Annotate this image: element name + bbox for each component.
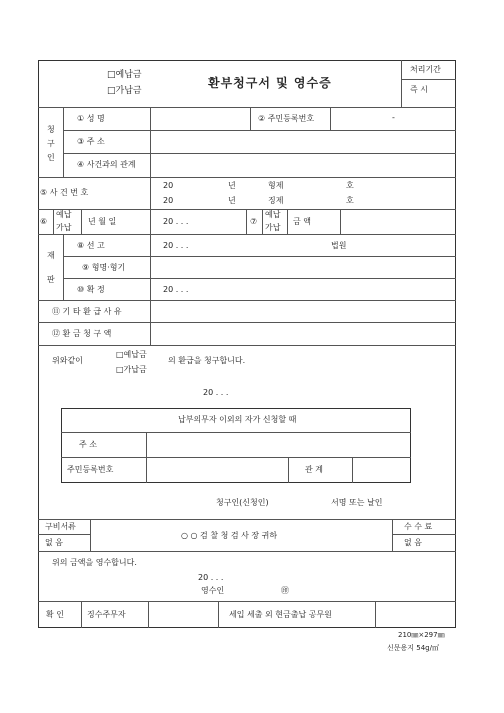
trial-label-divider <box>150 234 151 300</box>
form-title: 환부청구서 및 영수증 <box>208 76 332 90</box>
refund-other-reason-label: ⑪ 기 타 환 급 사 유 <box>52 307 122 316</box>
amount-circle-7: ⑦ <box>250 217 258 226</box>
prepaid-label-2: 가납 <box>56 223 72 232</box>
receipt-date: 20 . . . <box>198 573 224 582</box>
amount-prefix-divider <box>287 209 288 234</box>
request-choice-provisional: □가납금 <box>116 365 147 374</box>
addressee: ○ ○ 검 찰 청 검 사 장 귀하 <box>181 531 278 540</box>
trial-final-label: ⑩ 확 정 <box>77 285 105 294</box>
receiver-label: 영수인 <box>201 586 225 595</box>
confirm-divider-3 <box>218 601 219 628</box>
claimant-group-label-2: 구 <box>47 139 55 148</box>
prepaid-circle-divider <box>53 209 54 234</box>
case-type-hyeongje: 형제 <box>268 181 284 190</box>
proxy-row-line-2 <box>61 457 411 458</box>
case-year-prefix-2: 20 <box>163 196 174 205</box>
claimant-resident-no-value: - <box>392 113 395 122</box>
claimant-mid-divider-2 <box>330 107 331 130</box>
case-no-label: ⑤ 사 건 번 호 <box>40 188 89 197</box>
case-ho-2: 호 <box>346 196 354 205</box>
claimant-mid-divider <box>250 107 251 130</box>
case-year-suffix-2: 년 <box>228 196 236 205</box>
amount-label: 금 액 <box>293 217 311 226</box>
trial-sentence-label: ⑧ 선 고 <box>77 241 105 250</box>
collector-label: 징수주무자 <box>87 610 126 619</box>
prepaid-date-label: 년 월 일 <box>88 217 117 226</box>
trial-row-line-1 <box>63 256 456 257</box>
claimant-name-label: ① 성 명 <box>77 114 105 123</box>
claimant-group-label-3: 인 <box>47 153 55 162</box>
amount-circle-divider-left <box>246 209 247 234</box>
prepaid-label-divider <box>81 209 82 234</box>
request-text: 의 환급을 청구합니다. <box>168 356 246 365</box>
amount-prefix-1: 예납 <box>265 210 281 219</box>
claimant-row-line-1 <box>63 130 456 131</box>
confirm-divider-2 <box>148 601 149 628</box>
trial-court: 법원 <box>331 241 347 250</box>
prepaid-circle-6: ⑥ <box>40 217 48 226</box>
case-type-jeongje: 징제 <box>268 196 284 205</box>
request-date: 20 . . . <box>203 388 229 397</box>
confirm-divider-1 <box>81 601 82 628</box>
prepaid-date-value: 20 . . . <box>163 217 189 226</box>
refund-row-line <box>38 322 456 323</box>
case-year-suffix-1: 년 <box>228 181 236 190</box>
amount-circle-divider <box>262 209 263 234</box>
prepaid-row-bottom-line <box>38 234 456 235</box>
attachments-inner-line <box>38 534 90 535</box>
proxy-label-divider <box>146 432 147 483</box>
paper-type: 신문용지 54g/㎡ <box>387 644 439 652</box>
trial-group-label-2: 판 <box>47 275 55 284</box>
proxy-title: 납부의무자 이외의 자가 신청할 때 <box>178 415 297 424</box>
attachments-value: 없 음 <box>45 538 63 547</box>
signature-sign-or-seal: 서명 또는 날인 <box>331 498 383 507</box>
fee-inner-line <box>392 534 456 535</box>
trial-punishment-label: ⑨ 형명·형기 <box>82 263 126 272</box>
claimant-group-divider <box>63 107 64 177</box>
header-bottom-line <box>38 107 456 108</box>
prepaid-label-1: 예납 <box>56 210 72 219</box>
claimant-address-label: ③ 주 소 <box>77 137 105 146</box>
claimant-resident-no-label: ② 주민등록번호 <box>258 114 315 123</box>
claimant-row-line-2 <box>63 153 456 154</box>
paper-size: 210㎜×297㎜ <box>398 631 445 639</box>
treasurer-label: 세입 세출 외 현금출납 공무원 <box>229 610 332 619</box>
case-ho-1: 호 <box>346 181 354 190</box>
receipt-text: 위의 금액을 영수합니다. <box>52 558 137 567</box>
footer-top-line <box>38 519 456 520</box>
refund-amount-label: ⑫ 환 금 청 구 액 <box>52 329 112 338</box>
trial-group-label-1: 재 <box>47 251 55 260</box>
proxy-address-label: 주 소 <box>79 440 97 449</box>
request-choice-prepaid: □예납금 <box>116 350 147 359</box>
confirm-divider-4 <box>375 601 376 628</box>
proxy-relation-label: 관 계 <box>305 465 323 474</box>
proxy-relation-divider <box>288 457 289 483</box>
refund-bottom-line <box>38 345 456 346</box>
attachments-divider <box>90 519 91 551</box>
proxy-row-line-1 <box>61 432 411 433</box>
proxy-relation-divider-2 <box>352 457 353 483</box>
confirm-top-line <box>38 601 456 602</box>
processing-period-label: 처리기간 <box>410 65 441 74</box>
fee-value: 없 음 <box>404 538 422 547</box>
header-right-divider <box>401 60 402 107</box>
trial-bottom-line <box>38 300 456 301</box>
fee-label: 수 수 료 <box>404 522 433 531</box>
proxy-resident-no-label: 주민등록번호 <box>67 465 114 474</box>
trial-final-value: 20 . . . <box>163 285 189 294</box>
processing-period-value: 즉 시 <box>410 85 428 94</box>
receiver-seal: ㊞ <box>281 586 289 595</box>
confirm-label: 확 인 <box>46 610 64 619</box>
signature-claimant: 청구인(신청인) <box>216 498 269 507</box>
trial-row-line-2 <box>63 278 456 279</box>
amount-label-divider <box>340 209 341 234</box>
claimant-label-divider <box>150 107 151 177</box>
claimant-relation-label: ④ 사건과의 관계 <box>77 160 136 169</box>
claimant-bottom-line <box>38 177 456 178</box>
claimant-group-label-1: 청 <box>47 125 55 134</box>
footer-mid-line <box>38 551 456 552</box>
fee-divider <box>392 519 393 551</box>
period-divider <box>401 79 456 80</box>
attachments-label: 구비서류 <box>45 522 76 531</box>
trial-group-divider <box>63 234 64 300</box>
amount-prefix-2: 가납 <box>265 223 281 232</box>
case-year-prefix-1: 20 <box>163 181 174 190</box>
trial-sentence-value: 20 . . . <box>163 241 189 250</box>
header-choice-provisional: □가납금 <box>107 86 142 96</box>
case-row-line <box>38 209 456 210</box>
header-choice-prepaid: □예납금 <box>107 70 142 80</box>
request-as-above: 위와같이 <box>52 356 83 365</box>
